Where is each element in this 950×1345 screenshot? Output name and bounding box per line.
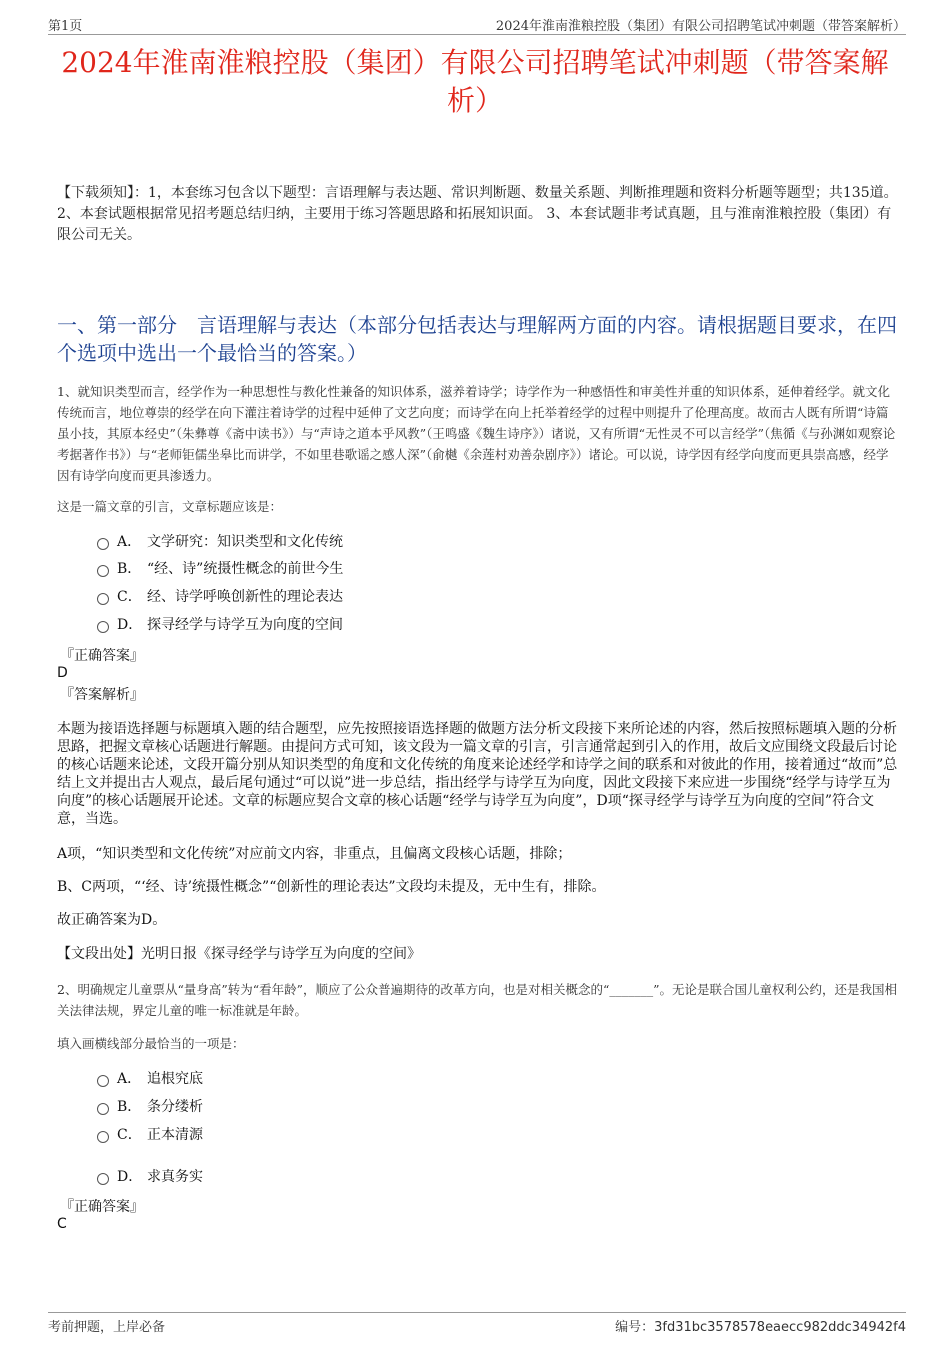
footer-code-value: 3fd31bc3578578eaecc982ddc34942f4: [654, 1320, 906, 1335]
radio-icon[interactable]: [97, 1075, 109, 1087]
radio-icon[interactable]: [97, 621, 109, 633]
section-title: 一、第一部分 言语理解与表达（本部分包括表达与理解两方面的内容。请根据题目要求，在四个选项中选出一个最恰当的答案。）: [57, 313, 897, 365]
footer-slogan: 考前押题，上岸必备: [48, 1320, 166, 1335]
q2-option-b[interactable]: B． 条分缕析: [97, 1098, 203, 1116]
q1-analysis-bc: B、C两项，“‘经、诗’统摄性概念”“创新性的理论表达”文段均未提及，无中生有，排除。: [57, 879, 606, 895]
q1-option-a[interactable]: A． 文学研究：知识类型和文化传统: [97, 533, 343, 551]
radio-icon[interactable]: [97, 538, 109, 550]
q2-option-d[interactable]: D． 求真务实: [97, 1168, 203, 1186]
q1-answer-label: 『正确答案』: [60, 648, 144, 664]
download-notice: 【下载须知】：1，本套练习包含以下题型：言语理解与表达题、常识判断题、数量关系题、判断推理题和资料分析题等题型；共135道。 2、本套试题根据常见招考题总结归纳，主要用于练习答题思路和拓展知识面。 3、本套试题非考试真题，且与淮南淮粮控股（集团）有限公司无关。: [57, 185, 898, 243]
page-header: [48, 14, 906, 35]
q2-prompt: 填入画横线部分最恰当的一项是：: [57, 1036, 245, 1051]
q1-answer: D: [57, 665, 68, 681]
q1-analysis-a: A项，“知识类型和文化传统”对应前文内容，非重点，且偏离文段核心话题，排除；: [57, 846, 572, 862]
q1-passage: 1、就知识类型而言，经学作为一种思想性与教化性兼备的知识体系，滋养着诗学；诗学作为一种感悟性和审美性并重的知识体系，延伸着经学。就文化传统而言，地位尊崇的经学在向下灌注着诗学的过程中延伸了文艺向度；而诗学在向上托举着经学的过程中则提升了伦理高度。故而古人既有所谓“诗篇虽小技，其原本经史”（朱彝尊《斋中读书》）与“声诗之道本乎风教”（王鸣盛《魏生诗序》）诸说，又有所谓“无性灵不可以言经学”（焦循《与孙渊如观察论考据著作书》）与“老师钜儒坐皋比而讲学，不如里巷歌谣之感人深”（俞樾《余莲村劝善杂剧序》）诸论。可以说，诗学因有经学向度而更具崇高感，经学因有诗学向度而更具渗透力。: [57, 384, 896, 483]
q1-analysis: 本题为接语选择题与标题填入题的结合题型，应先按照接语选择题的做题方法分析文段接下来所论述的内容，然后按照标题填入题的分析思路，把握文章核心话题进行解题。由提问方式可知，该文段为一篇文章的引言，引言通常起到引入的作用，故后文应围绕文段最后讨论的核心话题来论述，文段开篇分别从知识类型的角度和文化传统的角度来论述经学和诗学之间的联系和对彼此的作用，接着通过“故而”总结上文并提出古人观点，最后尾句通过“可以说”进一步总结，指出经学与诗学互为向度，因此文段接下来应进一步围绕“经学与诗学互为向度”的核心话题展开论述。文章的标题应契合文章的核心话题“经学与诗学互为向度”，D项“探寻经学与诗学互为向度的空间”符合文意，当选。: [57, 721, 898, 827]
q1-option-c[interactable]: C． 经、诗学呼唤创新性的理论表达: [97, 588, 343, 606]
q2-passage: 2、明确规定儿童票从“量身高”转为“看年龄”，顺应了公众普遍期待的改革方向，也是对相关概念的“_______”。无论是联合国儿童权利公约，还是我国相关法律法规，界定儿童的唯一标准就是年龄。: [57, 982, 898, 1018]
q1-option-d[interactable]: D． 探寻经学与诗学互为向度的空间: [97, 616, 343, 634]
q1-conclusion: 故正确答案为D。: [57, 912, 167, 928]
radio-icon[interactable]: [97, 1131, 109, 1143]
q1-prompt: 这是一篇文章的引言，文章标题应该是：: [57, 499, 283, 514]
page-number: 第1页: [48, 19, 83, 34]
radio-icon[interactable]: [97, 1103, 109, 1115]
radio-icon[interactable]: [97, 593, 109, 605]
page-footer: [48, 1312, 906, 1337]
header-doc-title: 2024年淮南淮粮控股（集团）有限公司招聘笔试冲刺题（带答案解析）: [495, 19, 906, 34]
radio-icon[interactable]: [97, 565, 109, 577]
q1-option-b[interactable]: B． “经、诗”统摄性概念的前世今生: [97, 560, 343, 578]
q2-answer: C: [57, 1216, 67, 1232]
footer-code-label: 编号：: [615, 1320, 655, 1335]
radio-icon[interactable]: [97, 1173, 109, 1185]
page-title: 2024年淮南淮粮控股（集团）有限公司招聘笔试冲刺题（带答案解析）: [61, 46, 889, 117]
q2-option-a[interactable]: A． 追根究底: [97, 1070, 203, 1088]
q2-option-c[interactable]: C． 正本清源: [97, 1126, 203, 1144]
q2-answer-label: 『正确答案』: [60, 1199, 144, 1215]
q1-analysis-label: 『答案解析』: [60, 687, 144, 703]
q1-source: 【文段出处】光明日报《探寻经学与诗学互为向度的空间》: [57, 946, 421, 962]
footer-code: [615, 1316, 906, 1335]
